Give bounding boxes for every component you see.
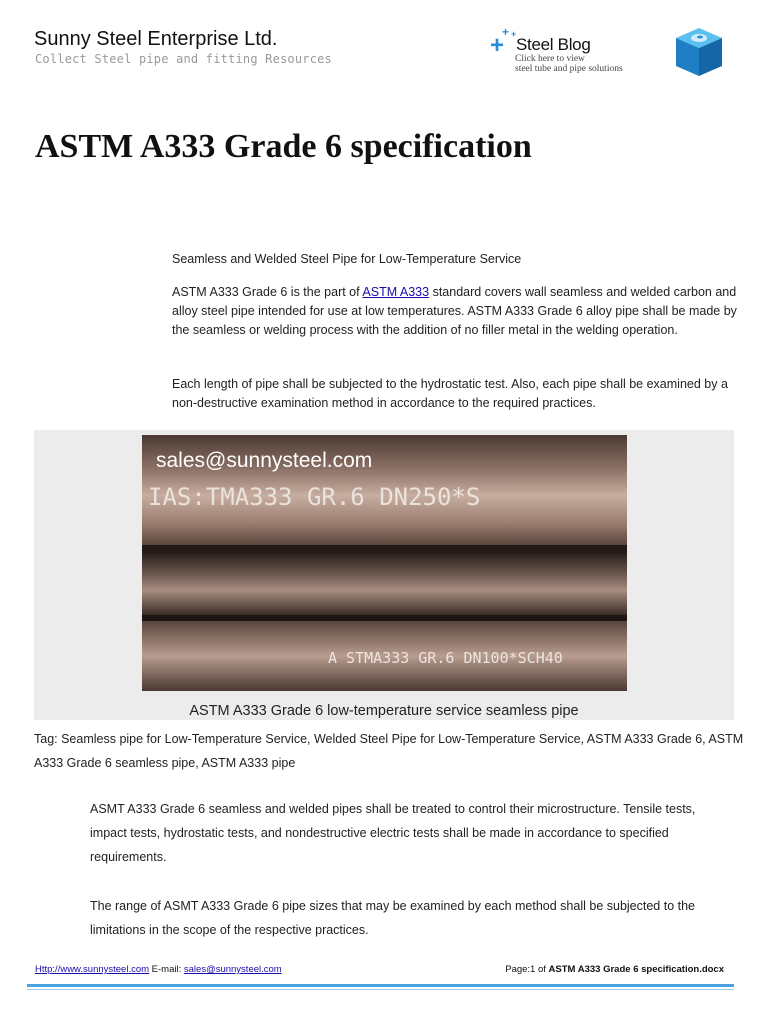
footer-doc-name: ASTM A333 Grade 6 specification.docx (548, 964, 724, 975)
steel-blog-banner[interactable] (490, 26, 680, 78)
footer-contact: Http://www.sunnysteel.com E-mail: sales@sunnysteel.com (35, 964, 282, 975)
pipe-marking-top: IAS:TMA333 GR.6 DN250*S (148, 483, 481, 511)
tags-line: Tag: Seamless pipe for Low-Temperature Service, Welded Steel Pipe for Low-Temperature Service, ASTM A333 Grade 6, ASTM A333 Grade 6 seamless pipe, ASTM A333 pipe (34, 732, 744, 770)
steel-blog-title: Steel Blog (516, 35, 591, 54)
hydrostatic-paragraph: Each length of pipe shall be subjected to the hydrostatic test. Also, each pipe shall be examined by a non-destructive examination method in accordance to the required practices. (172, 377, 728, 410)
pipe-marking-bottom: A STMA333 GR.6 DN100*SCH40 (328, 649, 563, 667)
footer-website-link[interactable]: Http://www.sunnysteel.com (35, 964, 150, 975)
section-subtitle: Seamless and Welded Steel Pipe for Low-Temperature Service (172, 252, 522, 266)
footer-email-link[interactable]: sales@sunnysteel.com (183, 964, 282, 975)
pipe-photo (142, 435, 627, 691)
photo-caption: ASTM A333 Grade 6 low-temperature service seamless pipe (189, 703, 579, 719)
plus-icon: + (490, 32, 505, 59)
footer-divider-thin (27, 989, 734, 990)
astm-a333-link[interactable]: ASTM A333 (362, 285, 430, 299)
footer-divider (27, 984, 734, 987)
blog-cube-icon[interactable] (672, 24, 726, 80)
company-tagline: Collect Steel pipe and fitting Resources (35, 52, 332, 66)
company-name: Sunny Steel Enterprise Ltd. (34, 28, 278, 50)
intro-paragraph: ASTM A333 Grade 6 is the part of ASTM A333 standard covers wall seamless and welded carbon and alloy steel pipe intended for use at low temperatures. ASTM A333 Grade 6 alloy pipe shall be made by the seamless or welding process with the addition of no filler metal in the welding operation. (172, 285, 737, 337)
plus-icon-small: + (502, 25, 510, 39)
footer-page-info: Page:1 of ASTM A333 Grade 6 specification.docx (505, 964, 724, 975)
steel-blog-subtitle: Click here to view steel tube and pipe solutions (515, 54, 623, 74)
plus-icon-tiny: + (511, 29, 517, 39)
page-title: ASTM A333 Grade 6 specification (35, 128, 532, 165)
microstructure-paragraph: ASMT A333 Grade 6 seamless and welded pipes shall be treated to control their microstructure. Tensile tests, impact tests, hydrostatic tests, and nondestructive electric tests shall be made in accordance to specified requirements. (90, 802, 696, 864)
pipe-sizes-paragraph: The range of ASMT A333 Grade 6 pipe sizes that may be examined by each method shall be subjected to the limitations in the scope of the respective practices. (90, 899, 695, 937)
photo-email-watermark: sales@sunnysteel.com (156, 449, 373, 472)
